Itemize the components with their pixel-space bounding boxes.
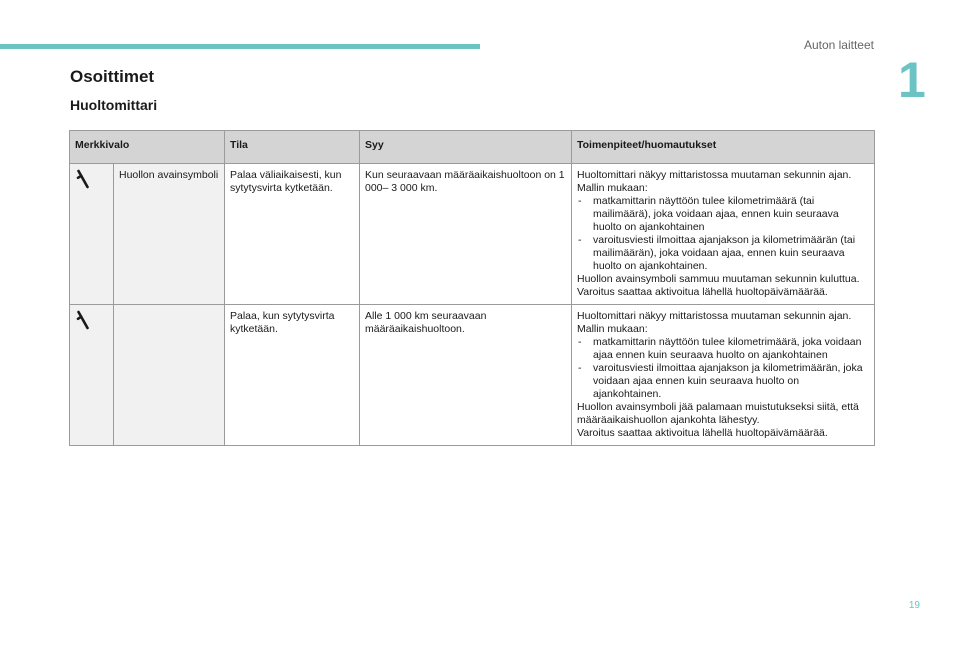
page-number: 19 — [908, 600, 920, 611]
list-item: - matkamittarin näyttöön tulee kilometrimäärä, joka voidaan ajaa ennen kuin seuraava huolto on ajankohtainen — [577, 336, 869, 362]
actions-list — [577, 195, 869, 273]
list-item: - varoitusviesti ilmoittaa ajanjakson ja kilometrimäärän (tai mailimäärän), joka voidaan ajaa, ennen kuin seuraava huolto on ajankohtainen. — [577, 234, 869, 273]
maintenance-indicator-table — [69, 130, 875, 446]
column-header-cause: Syy — [360, 131, 572, 164]
actions-note: Huollon avainsymboli sammuu muutaman sekunnin kuluttua. — [577, 273, 860, 285]
indicator-name — [114, 305, 225, 446]
actions-intro: Huoltomittari näkyy mittaristossa muutaman sekunnin ajan. Mallin mukaan: — [577, 169, 852, 194]
list-item: - varoitusviesti ilmoittaa ajanjakson ja kilometrimäärän, joka voidaan ajaa ennen kuin seuraava huolto on ajankohtainen. — [577, 362, 869, 401]
actions-intro: Huoltomittari näkyy mittaristossa muutaman sekunnin ajan. Mallin mukaan: — [577, 310, 852, 335]
section-title: Huoltomittari — [70, 97, 158, 113]
state-cell: Palaa, kun sytytysvirta kytketään. — [225, 305, 360, 446]
state-cell: Palaa väliaikaisesti, kun sytytysvirta kytketään. — [225, 164, 360, 305]
wrench-icon — [75, 310, 91, 334]
actions-note: Varoitus saattaa aktivoitua lähellä huoltopäivämäärää. — [577, 286, 828, 298]
table-row — [70, 164, 875, 305]
indicator-name: Huollon avainsymboli — [114, 164, 225, 305]
column-header-state: Tila — [225, 131, 360, 164]
column-header-actions: Toimenpiteet/huomautukset — [572, 131, 875, 164]
actions-cell — [572, 164, 875, 305]
cause-cell: Kun seuraavaan määräaikaishuoltoon on 1 000– 3 000 km. — [360, 164, 572, 305]
list-item: - matkamittarin näyttöön tulee kilometrimäärä (tai mailimäärä), joka voidaan ajaa, ennen kuin seuraava huolto on ajankohtainen — [577, 195, 869, 234]
actions-note: Huollon avainsymboli jää palamaan muistutukseksi siitä, että määräaikaishuollon ajankohta lähestyy. — [577, 401, 859, 426]
chapter-number: 1 — [898, 52, 926, 108]
section-label: Auton laitteet — [803, 38, 874, 52]
page-title: Osoittimet — [70, 67, 155, 86]
indicator-icon-cell — [70, 305, 114, 446]
table-row — [70, 305, 875, 446]
table-header-row — [70, 131, 875, 164]
wrench-icon — [75, 169, 91, 193]
actions-cell — [572, 305, 875, 446]
header-accent-bar — [0, 44, 480, 49]
actions-list — [577, 336, 869, 401]
cause-cell: Alle 1 000 km seuraavaan määräaikaishuoltoon. — [360, 305, 572, 446]
column-header-indicator: Merkkivalo — [70, 131, 225, 164]
actions-note: Varoitus saattaa aktivoitua lähellä huoltopäivämäärää. — [577, 427, 828, 439]
indicator-icon-cell — [70, 164, 114, 305]
